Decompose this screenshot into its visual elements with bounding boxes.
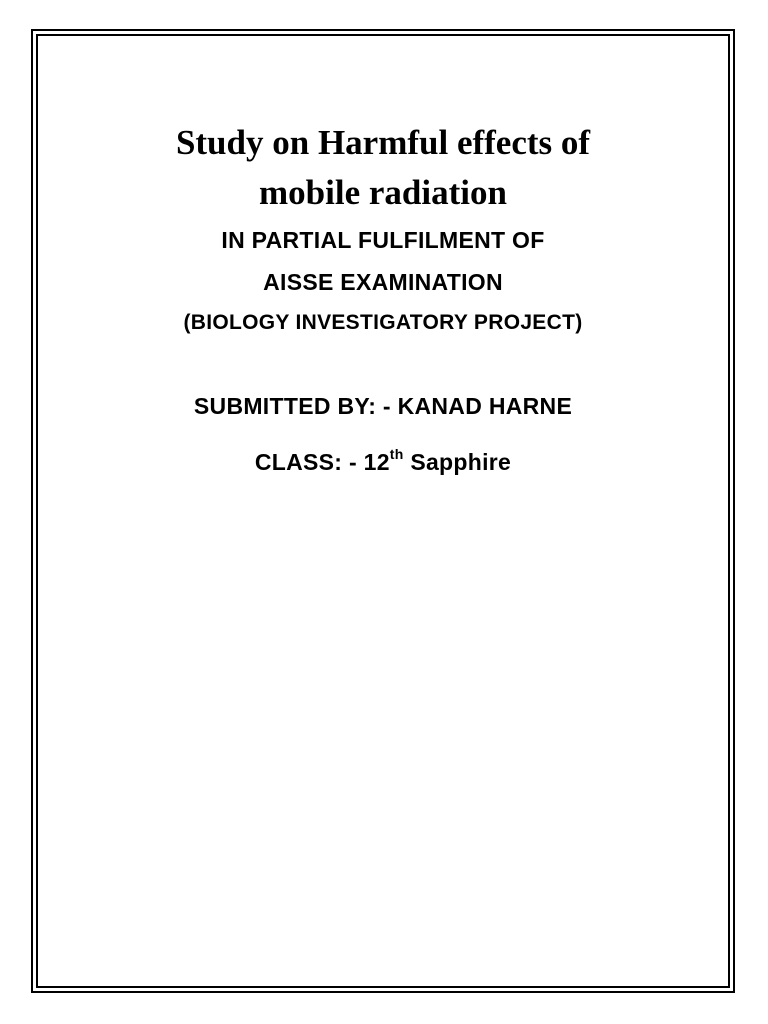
project-title-line-1: Study on Harmful effects of — [175, 123, 591, 162]
fulfilment-line-2: AISSE EXAMINATION — [263, 269, 503, 295]
class-prefix: CLASS: - 12 — [254, 449, 390, 475]
submitted-by: SUBMITTED BY: - KANAD HARNE — [193, 393, 573, 419]
cover-content — [36, 34, 730, 477]
project-title — [36, 34, 730, 218]
project-title-line-2: mobile radiation — [259, 173, 507, 212]
class-info — [36, 447, 730, 477]
class-superscript: th — [389, 446, 404, 462]
class-suffix: Sapphire — [403, 449, 512, 475]
project-type: (BIOLOGY INVESTIGATORY PROJECT) — [183, 311, 583, 334]
fulfilment-line-1: IN PARTIAL FULFILMENT OF — [221, 227, 545, 253]
